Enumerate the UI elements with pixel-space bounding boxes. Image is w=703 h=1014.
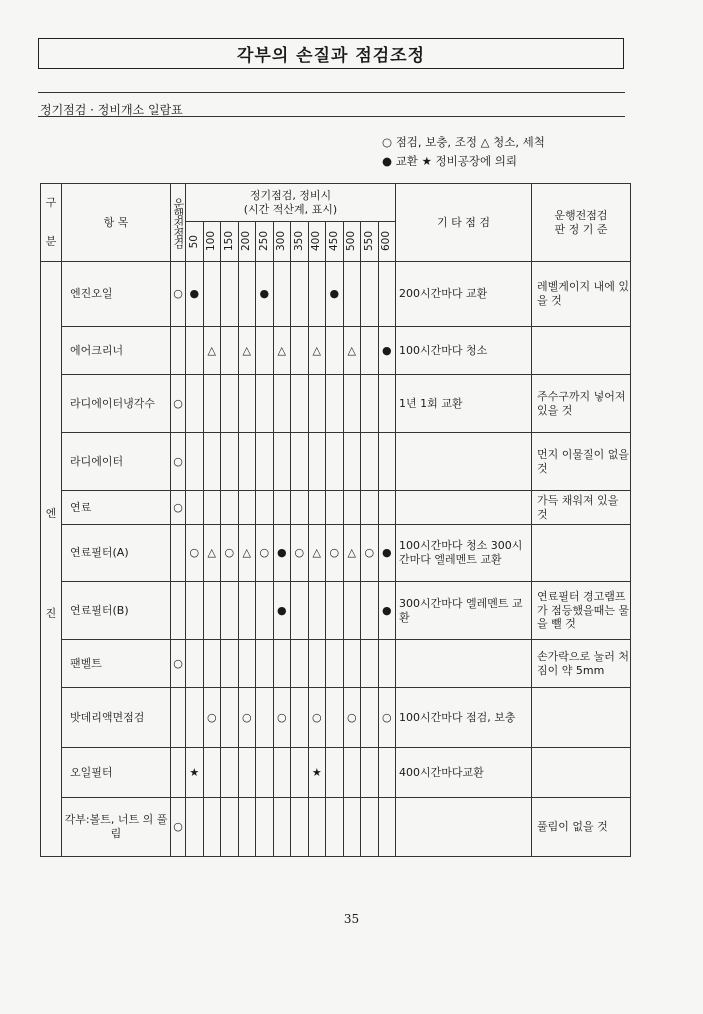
row-hour-mark [221, 798, 239, 857]
row-hour-mark [239, 748, 257, 798]
row-hour-mark: ○ [204, 688, 222, 748]
row-hour-mark [274, 798, 292, 857]
row-hour-mark: △ [204, 327, 222, 375]
row-hour-mark [344, 433, 362, 491]
row-hour-mark [344, 491, 362, 525]
divider-top [38, 92, 625, 93]
row-hour-mark [344, 798, 362, 857]
row-hour-mark [256, 327, 274, 375]
row-hour-mark [344, 748, 362, 798]
row-hour-mark [256, 798, 274, 857]
row-preop-mark [171, 582, 186, 640]
row-hour-mark: △ [309, 525, 327, 582]
header-gubun-bottom: 분 [45, 234, 57, 248]
row-hour-mark: △ [239, 327, 257, 375]
row-hour-mark [344, 640, 362, 688]
row-hour-mark [326, 798, 344, 857]
row-hour-mark [204, 798, 222, 857]
row-hour-mark [256, 688, 274, 748]
row-hour-mark: ○ [361, 525, 379, 582]
row-hour-mark [361, 327, 379, 375]
header-criteria-line1: 운행전점검 [554, 208, 608, 222]
row-preop-mark [171, 688, 186, 748]
row-hour-mark [291, 327, 309, 375]
row-hour-mark [344, 375, 362, 433]
row-hour-mark [309, 375, 327, 433]
hour-label: 300 [275, 231, 288, 252]
hour-label: 500 [345, 231, 358, 252]
row-hour-mark: △ [274, 327, 292, 375]
row-hour-mark [221, 688, 239, 748]
row-hour-mark [326, 640, 344, 688]
row-hour-mark: ○ [379, 688, 397, 748]
row-hour-mark [239, 375, 257, 433]
row-hour-mark [274, 640, 292, 688]
row-hour-mark [326, 433, 344, 491]
section-engine-char: 진 [45, 607, 57, 620]
row-hour-mark: ○ [256, 525, 274, 582]
row-hour-mark [256, 491, 274, 525]
divider-bottom [38, 116, 625, 117]
row-hour-mark [309, 640, 327, 688]
header-hour-400 [309, 222, 327, 262]
row-item: 각부:볼트, 너트 의 풀림 [62, 798, 171, 857]
header-preop [171, 183, 186, 262]
row-hour-mark [186, 798, 204, 857]
legend-line-2: ● 교환 ★ 정비공장에 의뢰 [382, 154, 517, 168]
row-hour-mark [361, 640, 379, 688]
row-item: 연료 [62, 491, 171, 525]
section-engine [40, 262, 62, 857]
header-criteria [532, 183, 631, 262]
row-hour-mark [379, 748, 397, 798]
row-other-check: 100시간마다 청소 [396, 327, 532, 375]
subtitle: 정기점검 · 정비개소 일람표 [40, 103, 183, 117]
row-hour-mark: ● [379, 525, 397, 582]
hour-label: 450 [327, 231, 340, 252]
header-hour-550 [361, 222, 379, 262]
hour-label: 250 [257, 231, 270, 252]
row-hour-mark [204, 433, 222, 491]
row-hour-mark [239, 582, 257, 640]
row-item: 라디에이터냉각수 [62, 375, 171, 433]
row-hour-mark [221, 640, 239, 688]
row-hour-mark [291, 491, 309, 525]
row-hour-mark [291, 688, 309, 748]
header-hour-200 [239, 222, 257, 262]
row-hour-mark [291, 375, 309, 433]
row-hour-mark [344, 262, 362, 327]
row-hour-mark [309, 433, 327, 491]
row-hour-mark [274, 433, 292, 491]
row-hour-mark [186, 491, 204, 525]
row-hour-mark: ★ [309, 748, 327, 798]
hour-label: 50 [187, 234, 200, 249]
row-hour-mark: ○ [344, 688, 362, 748]
row-hour-mark [221, 262, 239, 327]
row-hour-mark [256, 748, 274, 798]
hour-label: 100 [205, 231, 218, 252]
row-hour-mark [291, 582, 309, 640]
row-hour-mark [379, 798, 397, 857]
row-hour-mark [239, 798, 257, 857]
row-item: 엔진오일 [62, 262, 171, 327]
row-hour-mark: ● [274, 582, 292, 640]
row-hour-mark: ★ [186, 748, 204, 798]
row-hour-mark: ○ [274, 688, 292, 748]
row-hour-mark [204, 375, 222, 433]
hour-label: 200 [240, 231, 253, 252]
row-other-check: 100시간마다 청소 300시간마다 엘레멘트 교환 [396, 525, 532, 582]
maintenance-table [40, 183, 631, 859]
row-hour-mark [326, 491, 344, 525]
section-engine-char: 엔 [45, 507, 57, 520]
row-preop-mark [171, 748, 186, 798]
row-hour-mark [379, 262, 397, 327]
row-hour-mark [274, 262, 292, 327]
header-hour-50 [186, 222, 204, 262]
row-hour-mark: ○ [186, 525, 204, 582]
row-criteria: 풀림이 없을 것 [532, 798, 631, 857]
row-hour-mark [326, 688, 344, 748]
row-hour-mark [221, 327, 239, 375]
row-other-check [396, 798, 532, 857]
hour-label: 150 [222, 231, 235, 252]
row-other-check: 400시간마다교환 [396, 748, 532, 798]
hour-label: 550 [362, 231, 375, 252]
row-hour-mark: ● [186, 262, 204, 327]
hour-label: 350 [292, 231, 305, 252]
row-preop-mark: ○ [171, 433, 186, 491]
row-hour-mark [239, 433, 257, 491]
header-interval-line2: (시간 적산계, 표시) [243, 202, 338, 216]
row-hour-mark [186, 327, 204, 375]
legend-line-1: ○ 점검, 보충, 조정 △ 청소, 세척 [382, 135, 545, 149]
row-hour-mark [361, 375, 379, 433]
header-interval-line1: 정기점검, 정비시 [249, 188, 332, 202]
row-hour-mark: ○ [309, 688, 327, 748]
row-criteria: 레벨게이지 내에 있을 것 [532, 262, 631, 327]
header-hour-500 [344, 222, 362, 262]
row-hour-mark [361, 262, 379, 327]
row-hour-mark [379, 433, 397, 491]
row-hour-mark [186, 433, 204, 491]
row-hour-mark [274, 375, 292, 433]
page-title: 각부의 손질과 점검조정 [38, 38, 624, 69]
header-criteria-line2: 판 정 기 준 [554, 222, 608, 236]
row-other-check [396, 491, 532, 525]
row-hour-mark [204, 748, 222, 798]
header-hour-250 [256, 222, 274, 262]
row-hour-mark [309, 262, 327, 327]
row-hour-mark: △ [344, 525, 362, 582]
row-hour-mark: △ [309, 327, 327, 375]
row-hour-mark: △ [239, 525, 257, 582]
header-preop-label: 운행전점검 [171, 197, 185, 248]
row-hour-mark [291, 748, 309, 798]
row-hour-mark [309, 582, 327, 640]
row-other-check: 300시간마다 엘레멘트 교환 [396, 582, 532, 640]
row-hour-mark [379, 640, 397, 688]
row-hour-mark [291, 640, 309, 688]
row-hour-mark [256, 375, 274, 433]
row-hour-mark: ● [379, 327, 397, 375]
row-hour-mark [309, 798, 327, 857]
row-hour-mark: ○ [221, 525, 239, 582]
row-other-check: 100시간마다 점검, 보충 [396, 688, 532, 748]
row-hour-mark: ○ [326, 525, 344, 582]
row-item: 팬벨트 [62, 640, 171, 688]
row-hour-mark [204, 582, 222, 640]
row-hour-mark [204, 640, 222, 688]
row-hour-mark [256, 433, 274, 491]
row-hour-mark [274, 491, 292, 525]
row-hour-mark [361, 491, 379, 525]
header-hour-450 [326, 222, 344, 262]
row-item: 연료필터(B) [62, 582, 171, 640]
hour-label: 400 [310, 231, 323, 252]
row-hour-mark [291, 262, 309, 327]
row-hour-mark [186, 640, 204, 688]
row-preop-mark: ○ [171, 491, 186, 525]
row-hour-mark [239, 262, 257, 327]
row-hour-mark [379, 491, 397, 525]
row-criteria: 주수구까지 넣어져 있을 것 [532, 375, 631, 433]
row-hour-mark [344, 582, 362, 640]
row-preop-mark [171, 327, 186, 375]
row-hour-mark [361, 688, 379, 748]
row-item: 오일필터 [62, 748, 171, 798]
row-other-check: 1년 1회 교환 [396, 375, 532, 433]
header-gubun [40, 183, 62, 262]
row-hour-mark [256, 582, 274, 640]
row-hour-mark [361, 582, 379, 640]
row-hour-mark [256, 640, 274, 688]
row-hour-mark [379, 375, 397, 433]
header-hour-300 [274, 222, 292, 262]
row-hour-mark [326, 327, 344, 375]
row-hour-mark [204, 491, 222, 525]
row-criteria [532, 748, 631, 798]
row-criteria [532, 327, 631, 375]
row-criteria: 가득 채워져 있을 것 [532, 491, 631, 525]
row-criteria [532, 688, 631, 748]
row-hour-mark [361, 748, 379, 798]
hour-label: 600 [380, 231, 393, 252]
row-hour-mark [186, 688, 204, 748]
row-hour-mark [186, 375, 204, 433]
row-hour-mark [309, 491, 327, 525]
row-preop-mark: ○ [171, 262, 186, 327]
row-hour-mark [291, 798, 309, 857]
row-criteria [532, 525, 631, 582]
header-hour-150 [221, 222, 239, 262]
row-hour-mark: ● [326, 262, 344, 327]
row-criteria: 연료필터 경고램프가 점등했을때는 물을 뺄 것 [532, 582, 631, 640]
row-item: 연료필터(A) [62, 525, 171, 582]
row-criteria: 손가락으로 눌러 처짐이 약 5mm [532, 640, 631, 688]
row-preop-mark [171, 525, 186, 582]
row-hour-mark [361, 798, 379, 857]
row-hour-mark [221, 582, 239, 640]
row-item: 에어크리너 [62, 327, 171, 375]
row-other-check [396, 433, 532, 491]
row-hour-mark: △ [344, 327, 362, 375]
row-hour-mark [326, 582, 344, 640]
header-interval [186, 183, 396, 222]
header-hour-100 [204, 222, 222, 262]
row-hour-mark [221, 433, 239, 491]
row-hour-mark [204, 262, 222, 327]
header-item: 항 목 [62, 183, 171, 262]
row-hour-mark: ● [256, 262, 274, 327]
row-preop-mark: ○ [171, 798, 186, 857]
row-other-check: 200시간마다 교환 [396, 262, 532, 327]
row-hour-mark: ○ [291, 525, 309, 582]
row-hour-mark [326, 375, 344, 433]
header-hour-600 [379, 222, 397, 262]
row-hour-mark [239, 491, 257, 525]
header-hour-350 [291, 222, 309, 262]
row-hour-mark: ○ [239, 688, 257, 748]
row-hour-mark: ● [379, 582, 397, 640]
page-number: 35 [343, 912, 360, 926]
row-hour-mark [239, 640, 257, 688]
row-hour-mark [326, 748, 344, 798]
row-preop-mark: ○ [171, 375, 186, 433]
row-item: 라디에이터 [62, 433, 171, 491]
row-hour-mark [361, 433, 379, 491]
row-criteria: 먼지 이물질이 없을 것 [532, 433, 631, 491]
row-hour-mark [221, 375, 239, 433]
row-hour-mark: ● [274, 525, 292, 582]
row-other-check [396, 640, 532, 688]
header-gubun-top: 구 [45, 196, 57, 210]
row-hour-mark [221, 748, 239, 798]
row-hour-mark [221, 491, 239, 525]
row-hour-mark [186, 582, 204, 640]
row-hour-mark: △ [204, 525, 222, 582]
row-hour-mark [274, 748, 292, 798]
row-hour-mark [291, 433, 309, 491]
header-other: 기 타 점 검 [396, 183, 532, 262]
row-preop-mark: ○ [171, 640, 186, 688]
row-item: 밧데리액면점검 [62, 688, 171, 748]
